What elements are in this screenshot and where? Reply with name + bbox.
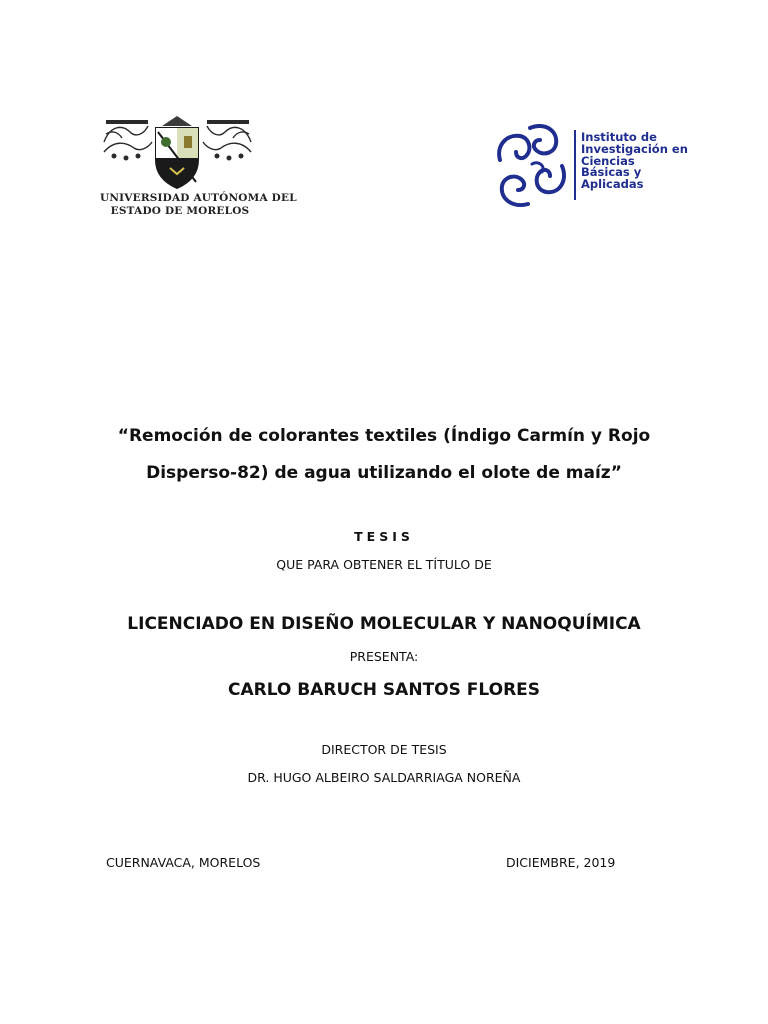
uaem-name-line-1: UNIVERSIDAD AUTÓNOMA DEL: [100, 192, 297, 204]
degree-title: LICENCIADO EN DISEÑO MOLECULAR Y NANOQUÍMICA: [127, 614, 641, 634]
director-name: DR. HUGO ALBEIRO SALDARRIAGA NOREÑA: [247, 770, 521, 785]
iicba-name-line: Instituto de: [581, 130, 657, 144]
iicba-name-line: Investigación en: [581, 141, 688, 156]
iicba-swirl-icon: [492, 120, 572, 210]
obtain-title-text: QUE PARA OBTENER EL TÍTULO DE: [276, 557, 492, 572]
document-type: TESIS: [354, 529, 414, 544]
iicba-name: [581, 132, 688, 191]
thesis-title-line-2: Disperso-82) de agua utilizando el olote de maíz”: [146, 463, 622, 483]
iicba-divider: [574, 130, 576, 200]
author-name: CARLO BARUCH SANTOS FLORES: [227, 680, 541, 700]
date-text: DICIEMBRE, 2019: [506, 855, 616, 870]
iicba-name-line: Básicas y: [581, 165, 642, 180]
uaem-name-line-2: ESTADO DE MORELOS: [110, 205, 250, 217]
uaem-logo: [100, 112, 297, 222]
presents-label: PRESENTA:: [349, 649, 419, 664]
uaem-coat-of-arms-icon: [100, 112, 255, 190]
iicba-name-line: Ciencias: [581, 153, 635, 168]
director-label: DIRECTOR DE TESIS: [321, 742, 447, 757]
iicba-name-line: Aplicadas: [581, 177, 644, 192]
iicba-logo: [492, 120, 692, 210]
place-text: CUERNAVACA, MORELOS: [106, 855, 261, 870]
thesis-title-line-1: “Remoción de colorantes textiles (Índigo Carmín y Rojo: [117, 426, 651, 446]
